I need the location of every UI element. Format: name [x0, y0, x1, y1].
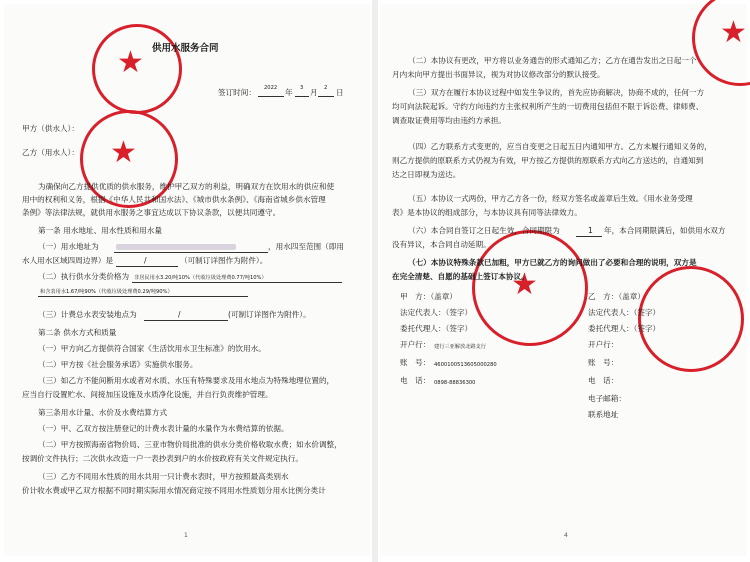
party-b-email-label: 电子邮箱： — [588, 394, 626, 403]
contract-page-1 — [4, 4, 370, 556]
price-detail-1: 非居民用水3.20/吨10%（代收垃圾处理费0.77/吨10%） — [134, 275, 267, 281]
party-b-bank-label: 开户行： — [588, 340, 619, 349]
meter-location-label: （三）计费总水表安装地点为 — [38, 310, 137, 319]
party-a-account-label: 账 号： — [400, 358, 431, 367]
party-b-phone-label: 电 话： — [588, 376, 619, 385]
party-a-account-value: 4600100513605000280 — [434, 362, 497, 368]
price-detail-2: 和含表用水1.67/吨90%（代收垃圾处理费0.29/吨90%） — [40, 289, 173, 295]
meter-location-value: / — [178, 310, 181, 319]
party-a-phone-value: 0898-88836300 — [434, 380, 476, 386]
article-3-title: 第三条用水计量、水价及水费结算方式 — [38, 408, 168, 417]
seal-star-icon: ★ — [110, 135, 137, 170]
sign-date-label: 签订时间： — [218, 88, 256, 97]
clause-7-line-2: 在完全清楚、自愿的基础上签订本协议。 — [392, 272, 529, 281]
party-a-seal-label: 甲 方：（盖章） — [400, 292, 457, 301]
party-b-address-label: 联系地址 — [588, 410, 619, 419]
meter-underline — [144, 320, 228, 321]
price-underline-1 — [132, 282, 342, 283]
contract-page-4 — [380, 4, 746, 556]
clause-2-line-2: 月内未向甲方提出书面异议，视为对协议修改部分的默认接受。 — [392, 70, 605, 79]
price-class-label: （二）执行供水分类价格为 — [38, 272, 130, 281]
party-a-agent: 委托代理人：（签字） — [400, 324, 473, 333]
sign-year: 2022 — [264, 85, 278, 91]
month-suffix: 月 — [310, 88, 318, 97]
clause-3-line-3: 调查取证费用等均由违约方承担。 — [392, 116, 506, 125]
party-a-bank-label: 开户行： — [400, 340, 431, 349]
article-2-clause-3a: （三）如乙方不能间断用水或者对水质、水压有特殊要求及用水地点为特殊地理位置的， — [38, 376, 335, 385]
meter-location-note: (可制订详图作为附件）。 — [228, 310, 311, 319]
water-boundary-label: ，用水四至范围（即用 — [268, 242, 344, 251]
clause-3-line-1: （三）双方在履行本协议过程中如发生争议的，首先应协商解决，协商不成的，任何一方 — [408, 88, 705, 97]
preamble-line-2: 用中的权利和义务，根据《中华人民共和国水法》、《城市供水条例》、《海南省城乡供水管理 — [22, 195, 326, 204]
preamble-line-1: 为确保向乙方提供优质的供水服务，维护甲乙双方的利益，明确双方在饮用水的供应和使 — [38, 182, 335, 191]
clause-5-line-2: 表》是本协议的组成部分，与本协议具有同等法律效力。 — [392, 208, 582, 217]
clause-4-line-1: （四）乙方联系方式变更的，应当自变更之日起五日内通知甲方。乙方未履行通知义务的， — [408, 142, 712, 151]
party-a-bank-value: 建行三亚解放北路支行 — [434, 344, 486, 350]
article-3-clause-2b: 按调价文件执行；二次供水改造一户一表抄表到户的水价按政府有关文件规定执行。 — [22, 454, 303, 463]
clause-5-line-1: （五）本协议一式两份，甲方乙方各一份，经双方签名或盖章后生效。《用水业务受理 — [408, 194, 693, 203]
address-underline — [114, 252, 268, 253]
article-3-clause-1: （一）甲、乙双方按注册登记的计费水表计量的水量作为水费结算的依据。 — [38, 424, 289, 433]
month-underline — [295, 96, 309, 97]
party-a-phone-label: 电 话： — [400, 376, 431, 385]
boundary-value: / — [144, 256, 147, 265]
party-b-label: 乙方（用水人）： — [22, 148, 79, 157]
redacted-address — [116, 244, 236, 250]
party-b-seal-label: 乙 方：（盖章） — [588, 292, 645, 301]
party-a-legal-rep: 法定代表人：（签字） — [400, 308, 473, 317]
article-1-title: 第一条 用水地址、用水性质和用水量 — [38, 226, 162, 235]
page-gutter — [372, 0, 378, 562]
day-underline — [318, 96, 334, 97]
contract-title: 供用水服务合同 — [152, 43, 219, 54]
water-boundary-line-2: 水人用水区域四周边界）是 — [22, 256, 114, 265]
clause-2-line-1: （二）本协议有更改，甲方将以业务通告的形式通知乙方；乙方在通告发出之日起一个 — [408, 56, 697, 65]
term-years: 1 — [588, 226, 593, 235]
article-3-clause-3a: （三）乙方不同用水性质的用水共用一只计费水表时，甲方按照最高类别水 — [38, 472, 289, 481]
clause-7-line-1: （七）本协议特殊条款已加粗，甲方已就乙方的询问做出了必要和合理的说明，双方是 — [408, 258, 697, 267]
year-suffix: 年 — [285, 88, 293, 97]
article-2-title: 第二条 供水方式和质量 — [38, 328, 117, 337]
party-b-legal-rep: 法定代表人：（签字） — [588, 308, 661, 317]
company-seal-party-b-right — [638, 266, 744, 372]
seal-star-icon: ★ — [720, 15, 747, 50]
year-underline — [258, 96, 284, 97]
article-3-clause-3b: 价计收水费或甲乙双方根据不同时期实际用水情况商定按不同用水性质划分用水比例分类计 — [22, 486, 326, 495]
clause-3-line-2: 均可向法院起诉。守约方向违约方主张权利所产生的一切费用包括但不限于诉讼费、律师费、 — [392, 102, 704, 111]
seal-star-icon: ★ — [117, 45, 144, 80]
clause-6-line-1: （六）本合同自签订之日起生效，合同期限为 — [408, 226, 560, 235]
party-a-label: 甲方（供水人）： — [22, 124, 79, 133]
article-2-clause-2: （二）甲方按《社会服务承诺》实施供水服务。 — [38, 360, 198, 369]
sign-day: 2 — [324, 85, 328, 91]
article-2-clause-1: （一）甲方向乙方提供符合国家《生活饮用水卫生标准》的饮用水。 — [38, 344, 266, 353]
party-b-agent: 委托代理人：（签字） — [588, 324, 661, 333]
clause-6-line-1b: 年，本合同期限满后，如供用水双方 — [604, 226, 726, 235]
clause-4-line-2: 则乙方提供的原联系方式仍视为有效，甲方按乙方提供的原联系方式向乙方送达的，自通知到 — [392, 156, 704, 165]
boundary-underline — [116, 266, 178, 267]
page-number: 1 — [184, 532, 188, 539]
clause-6-line-2: 没有异议，本合同自动延期。 — [392, 240, 491, 249]
article-2-clause-3b: 应当自行设置贮水、间接加压设施及水质净化设施，并自行负责维护管理。 — [22, 390, 273, 399]
party-b-account-label: 账 号： — [588, 358, 619, 367]
seal-star-icon: ★ — [511, 267, 538, 302]
day-suffix: 日 — [336, 88, 344, 97]
article-3-clause-2a: （二）甲方按照海南省物价局、三亚市物价局批准的供水分类价格收取水费；如水价调整， — [38, 440, 342, 449]
preamble-line-3: 条例》等法律法规，就供用水服务之事宜达成以下协议条款，以便共同遵守。 — [22, 208, 281, 217]
term-underline — [576, 236, 602, 237]
sign-month: 3 — [300, 85, 304, 91]
boundary-note: （可制订详图作为附件）。 — [180, 256, 268, 265]
clause-4-line-3: 达之日即视为送达。 — [392, 170, 461, 179]
water-address-label: （一）用水地址为 — [38, 242, 99, 251]
price-underline-2 — [38, 296, 248, 297]
page-number: 4 — [564, 532, 568, 539]
